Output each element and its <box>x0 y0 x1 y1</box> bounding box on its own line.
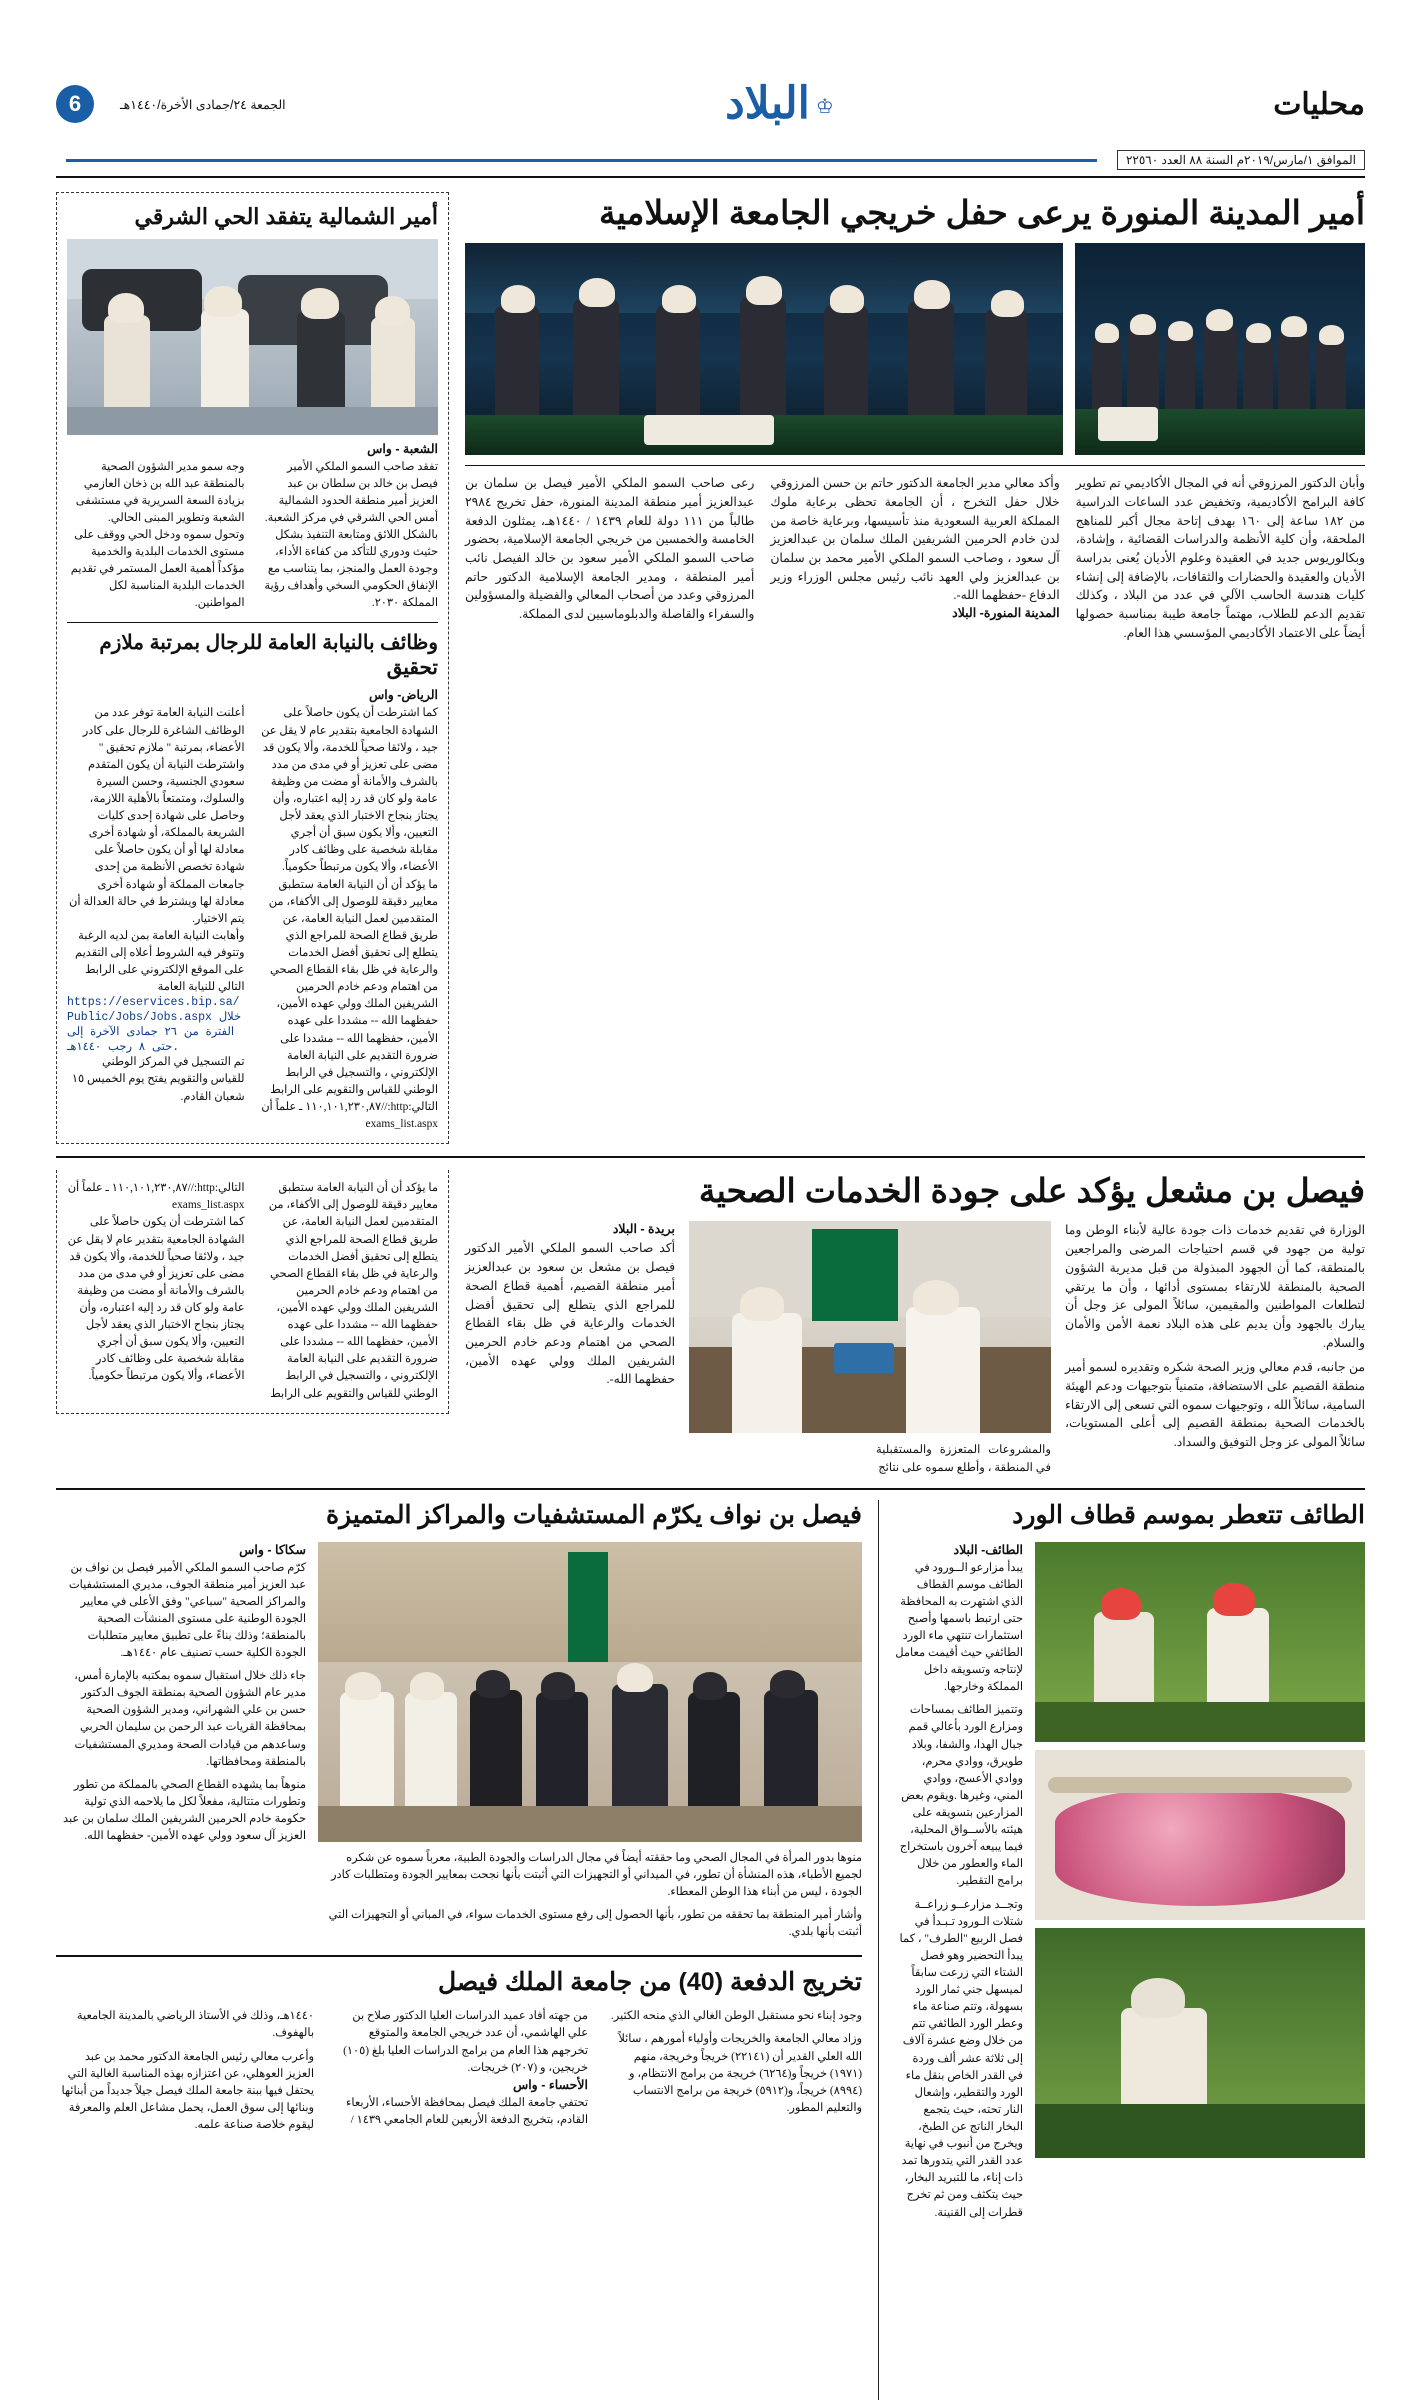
story-taif-source: الطائف- البلاد <box>953 1542 1023 1557</box>
paper-logo <box>725 79 834 128</box>
story-hospitals-source: سكاكا - واس <box>239 1542 306 1557</box>
photo-inspection <box>67 239 438 435</box>
photo-meeting <box>689 1221 1051 1433</box>
story-northern-headline: أمير الشمالية يتفقد الحي الشرقي <box>134 204 438 229</box>
photo-ceremony-2 <box>465 243 1063 455</box>
story-hospitals-p5: وأشار أمير المنطقة بما تحققه من تطور، بأنها الحصول إلى رفع مستوى الخدمات سواء، في المباني أو التجهيزات التي أثبتت بأنها بلدي. <box>328 1908 862 1938</box>
story-prosecution-source: الرياض- واس <box>369 688 438 703</box>
top-section <box>56 192 1365 1144</box>
story-hospitals-p2: جاء ذلك خلال استقبال سموه بمكتبه بالإمارة أمس، مدير عام الشؤون الصحية بمنطقة الجوف الدكتور حسن بن علي الشهراني، ومدير الشؤون الصحية بمحافظة القريات عبد الرحمن بن سليمان الحربي وساعدهم من قيادات الصحة ومديري المستشفيات بالمنطقة ومحافظاتها. <box>74 1670 306 1768</box>
bottom-vertical-divider <box>878 1500 879 2400</box>
gregorian-date: الموافق ١/مارس/٢٠١٩م السنة ٨٨ العدد ٢٢٥٦٠ <box>1117 150 1365 170</box>
hijri-date: الجمعة ٢٤/جمادى الأخرة/١٤٤٠هـ <box>120 97 286 112</box>
story-hospitals-p3: منوهاً بما يشهده القطاع الصحي بالمملكة من تطور وتطورات متتالية، مفعلاً لكل ما يلاحمه الذي تولية حكومة خادم الحرمين الشريفين الملك سلمان بن عبد العزيز آل سعود وولي عهده الأمين- حفظهما الله. <box>63 1778 306 1843</box>
photo-roses-basket <box>1035 1750 1365 1920</box>
story-main-divider <box>465 465 1365 466</box>
story-northern-p3: وجه سمو مدير الشؤون الصحية بالمنطقة عبد الله بن ذخان العازمي بزيادة السعة السريرية في مستشفى الشعبة وتطوير المبنى الحالي. <box>75 460 245 524</box>
story-health <box>56 1170 1365 1476</box>
masthead-center <box>286 79 1274 128</box>
story-northern-p4: وتحول سموه ودخل الحي ووقف على مستوى الخدمات البلدية والخدمية مؤكداً أهمية العمل المستمر في تقديم الخدمات البلدية المناسبة لكل المواطنين. <box>70 528 245 610</box>
story-northern <box>56 192 449 1144</box>
story-taif-p2: وتتميز الطائف بمساحات ومزارع الورد بأعالي قمم جبال الهدا، والشفا، وبلاد طويرق، ووادي محرم، ووادي الأعسج، ووادي المني، وغيرها .ويقوم بعض المزارعين بتسويقه على هيئته بالأســواق المحلية، فيما يبيعه آخرون باستخراج الماء والعطور من خلال برامج التقطير. <box>899 1704 1023 1888</box>
story-prosecution-headline: وظائف بالنيابة العامة للرجال بمرتبة ملازم تحقيق <box>99 632 438 680</box>
newspaper-page <box>0 58 1421 2310</box>
section-title: محليات <box>1273 87 1365 121</box>
story-prosecution-p3: وأهابت النيابة العامة بمن لديه الرغبة وتتوفر فيه الشروط أعلاه إلى التقديم على الموقع الإلكتروني على الرابط التالي للنيابة العامة <box>75 929 245 994</box>
header-divider <box>56 176 1365 178</box>
story-main-body <box>465 474 1365 642</box>
masthead <box>56 58 1365 150</box>
story-northern-p1: تفقد صاحب السمو الملكي الأمير فيصل بن خالد بن سلطان بن عبد العزيز أمير منطقة الحدود الشمالية أمس الحي الشرقي في مركز الشعبة. <box>264 460 438 524</box>
story-prosecution-p1: أعلنت النيابة العامة توفر عدد من الوظائف الشاغرة للرجال على كادر الأعضاء، بمرتبة " ملازم تحقيق " واشترطت النيابة أن يكون المتقدم سعودي الجنسية، وحسن السيرة والسلوك، ومتمتعاً بالأهلية اللازمة، وحاصل على شهادة إحدى كليات الشريعة بالمملكة، أو شهادة أخرى معادلة لها أو أن يكون حاصلاً على شهادة تخصص الأنظمة من إحدى جامعات المملكة أو شهادة أخرى معادلة لها ويشترط في حالة العدالة أن يتم الاختيار. <box>69 707 245 925</box>
story-prosecution-p2b: كما اشترطت أن يكون حاصلاً على الشهادة الجامعية بتقدير عام لا يقل عن جيد ، ولائقا صحياً للخدمة، وألا يكون قد مضى على تعزيز أو في مدى من مدد بالشرف والأمانة أو مضت من وظيفة عامة ولو كان قد رد إليه اعتباره، وأن يجتاز بنجاح الاختبار الذي يعقد لأجل التعيين، وألا يكون سبق أن أجري مقابلة شخصية على وظائف كادر الأعضاء، وألا يكون مرتبطاً حكومياً. <box>67 1216 245 1383</box>
story-hospitals-p4: منوها بدور المرأة في المجال الصحي وما حققته أيضاً في مجال الدراسات والجودة الطبية، معرباً سموه عن شكره لجميع الأطباء، هذه المنشأة أن تطور، في الميداني أو التجهيزات التي أثبتت بأنها نجحت بمعايير الجودة ومتطلبات كادر الجودة ، ليس من أبناء هذا الوطن المعطاء. <box>331 1851 862 1898</box>
story-hospitals-p1: كرّم صاحب السمو الملكي الأمير فيصل بن نواف بن عبد العزيز أمير منطقة الجوف، مديري المستشفيات والمراكز الصحية "سباعي" وفق الأعلى في معايير الجودة الوطنية على مستوى المنشآت الصحية بالمنطقة؛ وذلك بناءً على تطبيق معايير متطلبات الجودة الكلية حسب تصنيف عام ١٤٤٠هـ. <box>68 1561 306 1660</box>
story-prosecution-p5: ما يؤكد أن أن النيابة العامة ستطبق معايير دقيقة للوصول إلى الأكفاء، من المتقدمين لعمل النيابة العامة، عن طريق قطاع الصحة للمراجع الذي يتطلع إلى تحقيق أفضل الخدمات والرعاية في ظل بقاء القطاع الصحي من اهتمام ودعم خادم الحرمين الشريفين الملك وولي عهده الأمين، حفظهما الله -- مشددا على عهده الأمين، حفظهما الله -- مشددا على ضرورة التقديم على النيابة العامة الإلكتروني ، والتسجيل في الرابط الوطني للقياس والتقويم على الرابط التالي:http://١١٠,١٠١,٢٣٠,٨٧ ـ علماً أن exams_list.aspx <box>261 878 438 1131</box>
right-column-lower <box>56 1170 449 1413</box>
story-taif-p3: وتجــد مزارعــو زراعــة شتلات الـورود تـبـدأ في فصل الربيع "الطرف" ، كما يبدأ التحضير وهو فصل الشتاء التي زرعت سابقاً لميسهل جني ثمار الورد بسهولة، وتتم صناعة ماء وعطر الورد الطائفي تتم من خلال وضع عشرة آلاف إلى ثلاثة عشر ألف وردة في القدر الخاص بنقل ماء الورد والتقطير، وإشعال النار تحته، حيث يتجمع البخار الناتج عن الطبخ، ويخرج من أنبوب في نهاية عدد القدر التي يتدورها تمد ذات إناء، ما للتبريد البخار، حيث يتكثف ومن ثم تخرج قطرات إلى القنينة. <box>899 1898 1023 2219</box>
story-graduation-source: الأحساء - واس <box>512 2077 588 2092</box>
story-main-p1: رعى صاحب السمو الملكي الأمير فيصل بن سلمان بن عبدالعزيز أمير منطقة المدينة المنورة، حفل تخريج ٢٩٨٤ طالباً من ١١١ دولة للعام ١٤٣٩ / ١٤٤٠هـ، يمثلون الدفعة الخامسة والخمسين من خريجي الجامعة الإسلامية، بحضور صاحب السمو الملكي الأمير سعود بن خالد الفيصل نائب أمير المنطقة ، ومدير الجامعة الإسلامية الدكتور حاتم المرزوقي وعدد من أصحاب المعالي والفضيلة والمسؤولين والسفراء والقاصلة والدبلوماسيين لدى المملكة. <box>465 476 755 622</box>
story-health-p1: أكد صاحب السمو الملكي الأمير الدكتور فيصل بن مشعل بن سعود بن عبدالعزيز أمير منطقة القصيم، أهمية قطاع الصحة للمراجع الذي يتطلع إلى تحقيق أفضل الخدمات والرعاية في ظل بقاء القطاع الصحي من اهتمام ودعم خادم الحرمين الشريفين الملك وولي عهده الأمين، حفظهما الله-. <box>465 1241 675 1387</box>
photo-hall <box>318 1542 862 1842</box>
story-main-source: المدينة المنورة- البلاد <box>952 606 1060 621</box>
story-graduation-p4: وزاد معالي الجامعة والخريجات وأولياء أمورهم ، سائلاً الله العلي القدير أن (٢٢١٤١) خريجاً وخريجة، منهم (١٩٧١) خريجاً و(٦٢٦٤) خريجة من برامج الانتظام، و (٨٩٩٤) خريجاً، و(٥٩١٢) خريجة من برامج الانتساب والتعليم المطور. <box>618 2033 862 2114</box>
story-health-source: بريدة - البلاد <box>612 1222 675 1237</box>
bottom-divider <box>56 1488 1365 1490</box>
graduation-divider <box>56 1955 862 1957</box>
photo-farmer <box>1035 1928 1365 2158</box>
story-health-headline: فيصل بن مشعل يؤكد على جودة الخدمات الصحية <box>698 1172 1365 1210</box>
story-main <box>465 192 1365 642</box>
story-prosecution-p2: كما اشترطت أن يكون حاصلاً على الشهادة الجامعية بتقدير عام لا يقل عن جيد ، ولائقا صحياً للخدمة، وألا يكون قد مضى على تعزيز أو في مدى من مدد بالشرف والأمانة أو مضت من وظيفة عامة ولو كان قد رد إليه اعتباره، وأن يجتاز بنجاح الاختبار الذي يعقد لأجل التعيين، وألا يكون سبق أن أجري مقابلة شخصية على وظائف كادر الأعضاء، وألا يكون مرتبطاً حكومياً. <box>261 707 438 874</box>
story-northern-source: الشعبة - واس <box>367 441 438 456</box>
story-prosecution-link[interactable]: https://eservices.bip.sa/Public/Jobs/Jobs.aspx خلال الفترة من ٢٦ جمادى الآخرة إلى حتى ٨ رجب ١٤٤٠هـ. <box>67 996 242 1055</box>
masthead-subline <box>56 150 1365 170</box>
story-health-p5: والمشروعات المتعززة والمستقبلية في المنطقة ، وأطلع سموه على نتائج <box>876 1443 1051 1474</box>
story-health-p6 <box>689 1441 864 1476</box>
story-taif-p1: يبدأ مزارعو الــورود في الطائف موسم القطاف الذي اشتهرت به المحافظة حتى ارتبط باسمها وأصبح استثمارات تنتهي ماء الورد الطائفي حيث أقيمت معامل لإنتاجه وتسويقه داخل المملكة وخارجها. <box>895 1561 1023 1694</box>
masthead-right <box>56 85 286 123</box>
photo-roses-field <box>1035 1542 1365 1742</box>
right-column <box>56 192 449 1144</box>
story-graduation-p3: وجود إبناء نحو مستقبل الوطن الغالي الذي منحه الكثير. <box>610 2010 862 2023</box>
story-graduation-p2: وأعرب معالي رئيس الجامعة الدكتور محمد بن عبد العزيز العوهلي، عن اعتزازه بهذه المناسبة الغالية التي يحتفل فيها ببنة جامعة الملك فيصل جيلاً جديداً من أبنائها وبنائها إلى سوق العمل، يحمل مشاعل العلم والمعرفة ليقوم خلاصة صناعة علمه. <box>61 2050 314 2131</box>
story-northern-p2: بالشكل اللائق ومتابعة التنفيذ بشكل حثيث ودوري للتأكد من كفاءة الأداء، وجودة العمل والمنجز، بما يتناسب مع الإنفاق الحكومي السخي وأهداف رؤية المملكة ٢٠٣٠. <box>264 528 438 610</box>
photo-ceremony-1 <box>1075 243 1365 455</box>
paper-name: البلاد <box>725 79 810 128</box>
story-taif-headline: الطائف تتعطر بموسم قطاف الورد <box>1012 1501 1365 1530</box>
story-health-p3: من جانبه، قدم معالي وزير الصحة شكره وتقديره لسمو أمير منطقة القصيم على الاستضافة، متمنياً بتوجيهات ودعم الهيئة السامية، سائلاً الله ، وتوجيهات سموه التي تسعى إلى الارتقاء بالخدمات الصحية بمنطقة القصيم إلى أعلى المستويات، سائلاً المولى عز وجل التوفيق والسداد. <box>1065 1360 1365 1450</box>
story-graduation-headline: تخريج الدفعة (40) من جامعة الملك فيصل <box>437 1968 862 1997</box>
story-graduation-p1: تحتفي جامعة الملك فيصل بمحافظة الأحساء، الأربعاء القادم، بتخريج الدفعة الأربعين للعام الجامعي ١٤٣٩ / ١٤٤٠هـ، وذلك في الأستاذ الرياضي بالمدينة الجامعية بالهفوف. <box>76 2010 588 2126</box>
story-prosecution-p6: تم التسجيل في المركز الوطني للقياس والتقويم يفتح يوم الخميس ١٥ شعبان القادم. <box>71 1056 245 1103</box>
page-number-badge: 6 <box>56 85 94 123</box>
bottom-right <box>56 1500 862 2134</box>
story-taif <box>895 1500 1365 2221</box>
story-main-p3: وأبان الدكتور المرزوقي أنه في المجال الأكاديمي تم تطوير كافة البرامج الأكاديمية، وتخفيض عدد الساعات الدراسية من ١٨٢ ساعة إلى ١٦٠ بهدف إتاحة مجال أكبر للمناهج الملحقة، وأن كلية الأنظمة والدراسات القضائية ، وإشادة، وبكالوريوس جديد في العقيدة وعلوم الأديان يُعنى بدراسة الأديان والعقيدة والحضارات والثقافات، بالإضافة إلى إنشاء كليات هندسة الحاسب الآلي في عدد من البلاد ، وكذلك تقديم الدعم للطلاب، مهتماً جامعة طيبة بمناسبة حصولها أيضاً على الاعتماد الأكاديمي المؤسسي هذا العام. <box>1075 476 1365 640</box>
masthead-rule <box>66 159 1097 162</box>
masthead-left <box>1273 87 1365 122</box>
story-main-photos <box>465 243 1365 455</box>
story-prosecution-p4b: ما يؤكد أن أن النيابة العامة ستطبق معايير دقيقة للوصول إلى الأكفاء، من المتقدمين لعمل النيابة العامة، عن طريق قطاع الصحة للمراجع الذي يتطلع إلى تحقيق أفضل الخدمات والرعاية في ظل بقاء القطاع الصحي من اهتمام ودعم خادم الحرمين الشريفين الملك وولي عهده الأمين، حفظهما الله -- مشددا على عهده الأمين، حفظهما الله -- مشددا على ضرورة التقديم على النيابة العامة الإلكتروني ، والتسجيل في الرابط الوطني للقياس والتقويم على الرابط التالي:http://١١٠,١٠١,٢٣٠,٨٧ ـ علماً أن exams_list.aspx <box>67 1182 438 1400</box>
story-health-p2: الوزارة في تقديم خدمات ذات جودة عالية لأبناء الوطن وما تولية من جهود في قسم احتياجات المرضى والمراجعين بالمنطقة، كما أن الجهود المبذولة من قبل مديرية الشؤون الصحية بالمنطقة للارتقاء بمستوى أدائها ، وأن ما يرتقي لتطلعات المواطنين والمقيمين، سائلاً المولى عز وجل أن يبارك بالجهود وأن يديم على هذه البلاد نعمة الأمن والأمان والسلام. <box>1065 1223 1365 1350</box>
crown-icon: ♔ <box>815 96 834 118</box>
mid-divider <box>56 1156 1365 1158</box>
page-content <box>56 192 1365 2400</box>
bottom-section <box>56 1500 1365 2400</box>
story-main-headline: أمير المدينة المنورة يرعى حفل خريجي الجامعة الإسلامية <box>599 194 1365 231</box>
story-graduation-p5: من جهته أفاد عميد الدراسات العليا الدكتور صلاح بن علي الهاشمي، أن عدد خريجي الجامعة والمتوقع تخرجهم هذا العام من برامج الدراسات العليا بلغ (١٠٥) خريجين، و (٢٠٧) خريجات. <box>343 2010 588 2074</box>
story-main-p2: وأكد معالي مدير الجامعة الدكتور حاتم بن حسن المرزوقي خلال حفل التخرج ، أن الجامعة تحظى برعاية ملوك المملكة العربية السعودية منذ تأسيسها، وبرعاية خاصة من لدن خادم الحرمين الشريفين الملك سلمان بن عبدالعزيز آل سعود ، وصاحب السمو الملكي الأمير محمد بن سلمان بن عبدالعزيز ولي العهد نائب رئيس مجلس الوزراء وزير الدفاع -حفظهما الله-. <box>770 476 1060 603</box>
story-hospitals-headline: فيصل بن نواف يكرّم المستشفيات والمراكز المتميزة <box>325 1501 862 1530</box>
